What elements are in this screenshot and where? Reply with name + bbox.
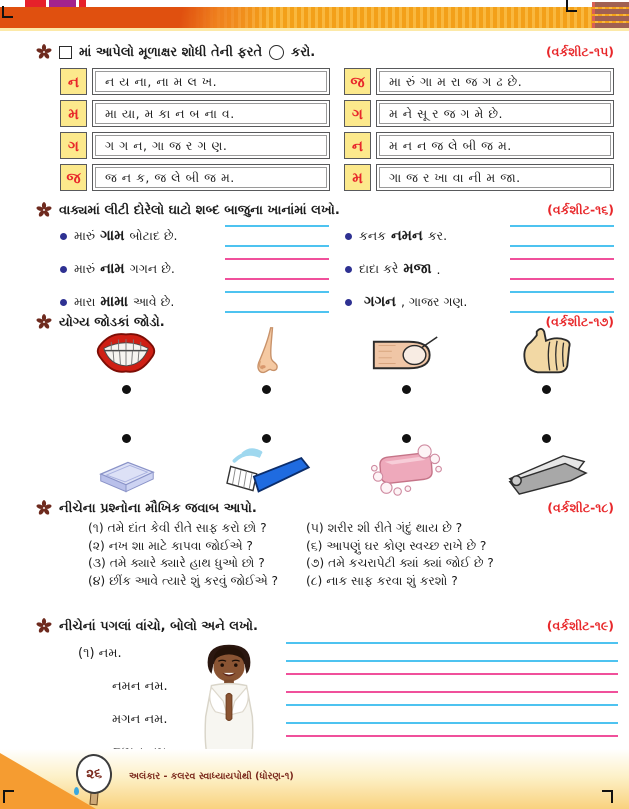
item-bold-word: નમન [390,228,423,244]
crop-mark-bottom-right [602,790,613,803]
writing-blank [510,291,614,313]
flower-bullet-icon [36,202,52,218]
sentence-box: મા યા, મ કા ન બ ના વ. [92,100,330,127]
table-row [344,132,614,159]
worksheet-label-17: (વર્કશીટ-૧૭) [545,314,614,329]
nail-clipper-icon [504,450,588,498]
section5-title: નીચેનાં પગલાં વાંચો, બોલો અને લખો. [59,618,258,634]
writing-blank [510,258,614,280]
match-item-towel [56,434,196,498]
sentence-box: મ ને સૂ ર જ ગ મે છે. [376,100,614,127]
circle-symbol-icon [269,45,284,60]
list-item [60,224,329,248]
writing-blank [225,291,329,313]
sentence-box: ગા જ ર ખા વા ની મ જા. [376,164,614,191]
item-text: બોટાદ છે. [129,228,178,243]
list-item [345,290,614,314]
flower-bullet-icon [36,44,52,60]
item-text: કર. [427,228,448,243]
match-item-fingernail [336,326,476,394]
crop-mark-bottom-left [3,790,14,803]
section1-header [36,44,614,60]
item-bold-word: મજા [403,261,432,277]
item-bold-word: મામા [100,294,129,310]
table-row [60,68,330,95]
sentence-box: જ ન ક, જ લે બી જ મ. [92,164,330,191]
table-row [344,68,614,95]
question: (૩) તમે ક્યારે ક્યારે હાથ ધુઓ છો ? [88,556,265,570]
letter-box: ન [60,68,87,95]
item-text: કનક [359,228,386,243]
magnifier-glass-icon [74,752,114,796]
match-item-toothbrush [196,434,336,498]
question: (૮) નાક સાફ કરવા શું કરશો ? [306,573,458,588]
flower-bullet-icon [36,314,52,330]
ruled-line-pair [286,704,618,724]
page-number-magnifier [74,754,120,806]
sentence-box: ગ ગ ન, ગા જ ર ગ ણ. [92,132,330,159]
ruled-line-pair [286,642,618,662]
practice-word: (૧) નમ. [78,646,122,661]
match-dot[interactable] [542,434,551,443]
letter-box: મ [344,164,371,191]
bullet-dot-icon [345,266,352,273]
letter-box: ગ [344,100,371,127]
sentence-box: મા રું ગા મ રા જ ગ ઢ છે. [376,68,614,95]
letter-box: જ [60,164,87,191]
match-dot[interactable] [262,434,271,443]
fill-in-items [60,224,614,314]
item-bold-word: ગગન [364,294,396,310]
practice-word: નમન નમ. [112,679,168,694]
bullet-dot-icon [60,299,67,306]
teeth-icon [95,328,157,376]
list-item [60,290,329,314]
section4-title: નીચેના પ્રશ્નોના મૌખિક જવાબ આપો. [59,500,257,516]
item-text: મારું [74,228,96,243]
matching-exercise [56,326,616,498]
table-row [344,100,614,127]
red-block-decoration [25,0,46,7]
letter-box: જ [344,68,371,95]
match-item-nose [196,326,336,394]
section5-header [36,618,614,634]
list-item [345,257,614,281]
fill-items-left-column [60,224,329,314]
section1-title-part1: માં આપેલો મૂળાક્ષર શોધી તેની ફરતે [79,44,263,60]
item-text: , ગાજર ગણ. [400,294,468,309]
fill-items-right-column [345,224,614,314]
orange-gradient-band [0,7,300,28]
crop-mark-top-left [2,6,13,18]
worksheet-label-18: (વર્કશીટ-૧૮) [547,500,614,515]
table-row [60,132,330,159]
soap-icon [366,444,446,498]
question: (૧) તમે દાંત કેવી રીતે સાફ કરો છો ? [88,521,267,535]
corner-bars-decoration [592,2,629,30]
nose-icon [249,326,283,376]
table-row [60,100,330,127]
fingernail-icon [371,334,441,376]
list-item [345,224,614,248]
practice-word: મગન નમ. [112,712,168,727]
item-text: મારું [74,261,96,276]
item-text: મારા [74,294,96,309]
toothbrush-icon [218,446,314,498]
oral-questions [88,520,616,590]
match-item-nail-clipper [476,434,616,498]
letter-box: ગ [60,132,87,159]
item-text: દાદા કરે [359,261,399,276]
footer-book-title: અલંકાર - કલરવ સ્વાધ્યાયપોથી (ધોરણ-૧) [129,771,294,782]
section3-title: યોગ્ય જોડકાં જોડો. [59,314,165,330]
letter-find-table [60,68,614,191]
bullet-dot-icon [60,266,67,273]
worksheet-label-15: (વર્કશીટ-૧૫) [545,44,614,59]
red-block-decoration [79,0,86,7]
match-dot[interactable] [402,434,411,443]
matching-bottom-row [56,434,616,498]
section2-header [36,202,614,218]
questions-right-column [306,520,616,590]
matching-top-row [56,326,616,394]
sentence-box: મ ન ન જ લે બી જ મ. [376,132,614,159]
section4-header [36,500,614,516]
item-bold-word: નામ [100,261,125,277]
band-underline [0,28,629,31]
bullet-dot-icon [60,233,67,240]
thumbs-up-hand-icon [518,326,574,376]
ruled-line-pair [286,673,618,693]
question: (૨) નખ શા માટે કાપવા જોઈએ ? [88,538,253,553]
crop-mark-top-right [566,0,577,12]
writing-blank [225,225,329,247]
page-number: ૨૬ [85,765,103,783]
match-dot[interactable] [402,385,411,394]
writing-blank [510,225,614,247]
table-row [60,164,330,191]
question: (૫) શરીર શી રીતે ગંદું થાય છે ? [306,521,463,535]
magenta-block-decoration [49,0,76,7]
list-item [60,257,329,281]
letter-box: ન [344,132,371,159]
match-dot[interactable] [262,385,271,394]
match-dot[interactable] [542,385,551,394]
water-drop-icon [74,787,79,795]
worksheet-label-19: (વર્કશીટ-૧૯) [546,618,614,633]
worksheet-label-16: (વર્કશીટ-૧૬) [547,202,614,217]
match-item-soap [336,434,476,498]
letter-table-left-column [60,68,330,191]
writing-blank [225,258,329,280]
letter-box: મ [60,100,87,127]
bullet-dot-icon [345,233,352,240]
bullet-dot-icon [345,299,352,306]
question: (૭) તમે કચરાપેટી ક્યાં ક્યાં જોઈ છે ? [306,556,494,570]
section2-title: વાક્યમાં લીટી દોરેલો ઘાટો શબ્દ બાજુના ખાનાંમાં લખો. [59,202,340,218]
letter-table-right-column [344,68,614,191]
table-row [344,164,614,191]
sentence-box: ન ય ના, ના મ લ ખ. [92,68,330,95]
flower-bullet-icon [36,618,52,634]
item-text: ગગન છે. [129,261,175,276]
top-decorative-band [0,0,629,32]
question: (૪) છીંક આવે ત્યારે શું કરવું જોઈએ ? [88,573,279,588]
questions-left-column [88,520,302,590]
match-item-teeth [56,326,196,394]
match-dot[interactable] [122,434,131,443]
item-text: . [436,261,441,277]
flower-bullet-icon [36,500,52,516]
towel-icon [91,458,161,498]
section1-title-part2: કરો. [291,44,316,60]
match-item-hand [476,326,616,394]
item-text: આવે છે. [133,294,175,309]
question: (૬) આપણું ઘર કોણ સ્વચ્છ રાખે છે ? [306,538,487,553]
match-dot[interactable] [122,385,131,394]
writing-lines [286,642,618,766]
item-bold-word: ગામ [100,228,125,244]
checkbox-symbol-icon [59,46,72,59]
